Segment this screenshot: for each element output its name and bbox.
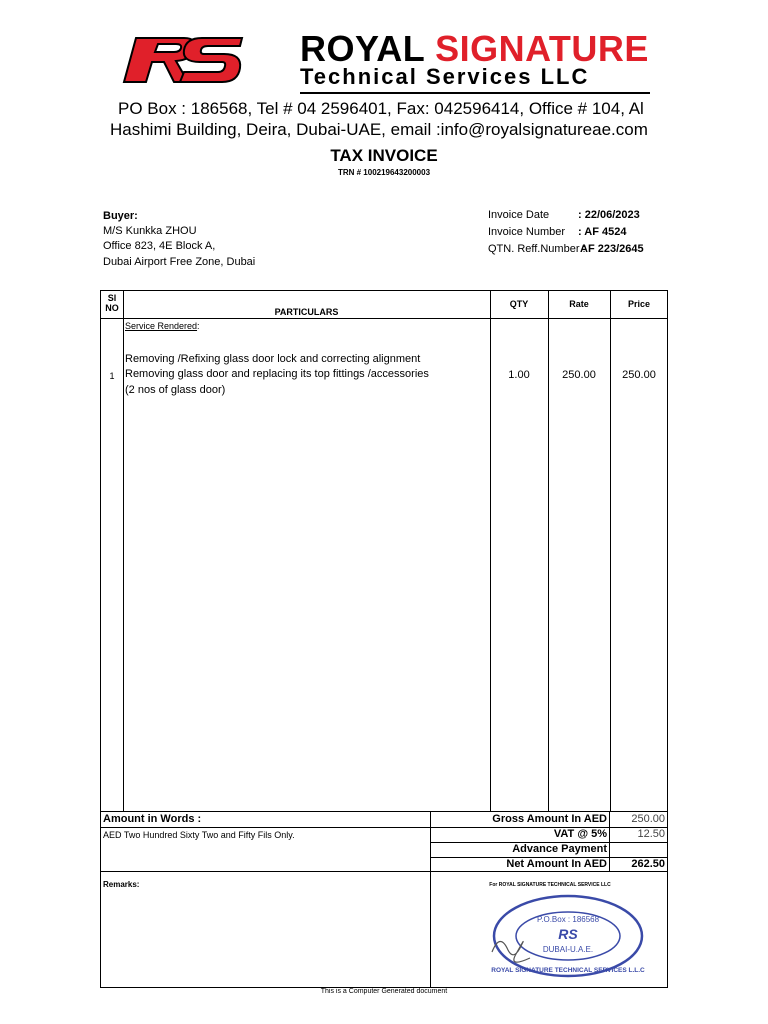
row-qty: 1.00 (508, 369, 530, 381)
company-address-line1: PO Box : 186568, Tel # 04 2596401, Fax: 042596414, Office # 104, Al (118, 99, 644, 118)
header-divider (101, 318, 667, 319)
amount-in-words-box (100, 812, 431, 872)
company-stamp (486, 892, 646, 980)
header-rule (300, 92, 650, 94)
items-table (100, 290, 668, 812)
vat-row (431, 827, 667, 843)
qtn-reference-value: AF 223/2645 (580, 243, 644, 255)
buyer-address-line1: Office 823, 4E Block A, (103, 240, 216, 252)
net-amount-row (431, 857, 667, 872)
invoice-number-label: Invoice Number (488, 226, 566, 238)
company-name-highlight: SIGNATURE (435, 28, 649, 69)
stamp-po-box: P.O.Box : 186568 (536, 915, 600, 924)
totals-box (430, 812, 668, 872)
net-amount-value: 262.50 (631, 858, 665, 870)
document-title: TAX INVOICE (330, 146, 438, 165)
advance-payment-row (431, 842, 667, 858)
advance-payment-label: Advance Payment (512, 843, 607, 855)
row-price: 250.00 (622, 369, 656, 381)
trn-number: TRN # 100219643200003 (337, 168, 431, 177)
handwritten-signature (492, 941, 530, 962)
remarks-label: Remarks: (103, 880, 140, 889)
buyer-address-line2: Dubai Airport Free Zone, Dubai (103, 256, 256, 268)
company-logo (114, 30, 248, 88)
company-address-line2: Hashimi Building, Deira, Dubai-UAE, email :info@royalsignatureae.com (110, 120, 648, 139)
invoice-date-label: Invoice Date (488, 209, 550, 221)
row-description-line2: Removing glass door and replacing its top fittings /accessories (125, 368, 429, 380)
stamp-ring-text: ROYAL SIGNATURE TECHNICAL SERVICES L.L.C (491, 967, 645, 974)
vat-label: VAT @ 5% (553, 828, 607, 840)
header-qty: QTY (509, 299, 529, 309)
stamp-city: DUBAI-U.A.E. (542, 945, 594, 954)
amount-in-words-label: Amount in Words : (103, 813, 202, 825)
remarks-box (100, 872, 431, 988)
gross-amount-label: Gross Amount In AED (492, 813, 607, 825)
company-name: ROYAL SIGNATURE (300, 28, 649, 69)
invoice-date-value: : 22/06/2023 (578, 209, 640, 221)
invoice-number-value: : AF 4524 (578, 226, 627, 238)
signature-box (430, 872, 668, 988)
net-amount-label: Net Amount In AED (506, 858, 607, 870)
buyer-label: Buyer: (103, 210, 138, 222)
divider (101, 827, 431, 828)
for-company-text: For ROYAL SIGNATURE TECHNICAL SERVICE LLC (489, 882, 611, 888)
gross-amount-value: 250.00 (631, 813, 665, 825)
amount-in-words-value: AED Two Hundred Sixty Two and Fifty Fils Only. (103, 830, 295, 840)
row-description-line3: (2 nos of glass door) (125, 384, 226, 396)
header-sl: Sl NO (105, 293, 119, 313)
header-price: Price (627, 299, 651, 309)
row-description-line1: Removing /Refixing glass door lock and correcting alignment (125, 353, 421, 365)
row-sl: 1 (109, 371, 115, 381)
qtn-reference-label: QTN. Reff.Number : (488, 243, 586, 255)
stamp-logo: RS (558, 926, 578, 942)
vat-value: 12.50 (637, 828, 665, 840)
footer-note: This is a Computer Generated document (320, 988, 448, 995)
company-subtitle: Technical Services LLC (300, 64, 590, 89)
buyer-name: M/S Kunkka ZHOU (103, 225, 197, 237)
header-rate: Rate (569, 299, 589, 309)
row-rate: 250.00 (562, 369, 596, 381)
header-particulars: PARTICULARS (274, 307, 339, 317)
column-divider (123, 291, 124, 811)
gross-amount-row (431, 812, 667, 828)
service-heading: Service Rendered: (125, 321, 200, 331)
